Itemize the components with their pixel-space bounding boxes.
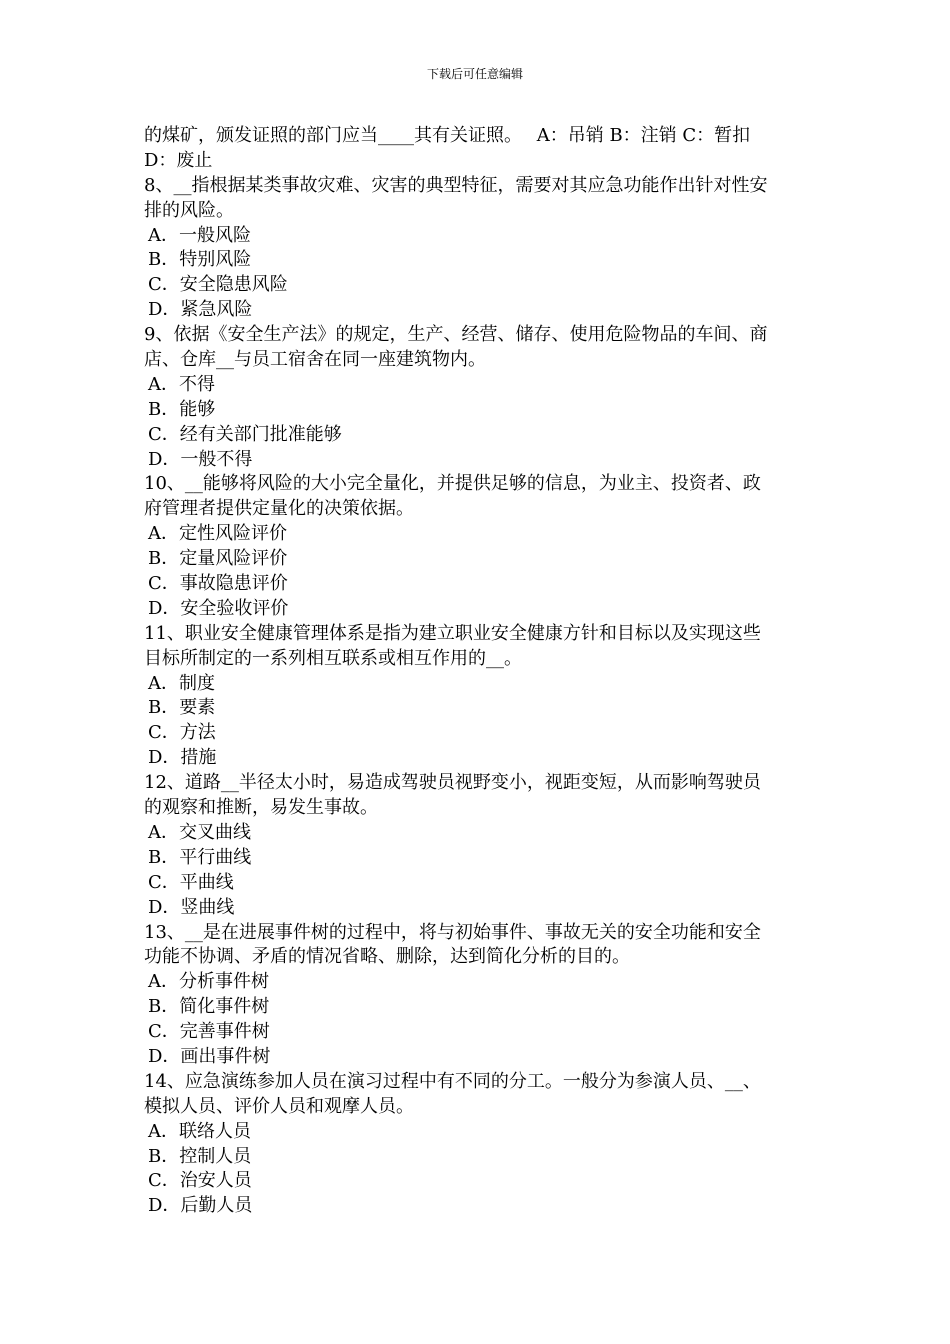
option-b: B．要素 [148, 697, 216, 719]
question-text: 14、应急演练参加人员在演习过程中有不同的分工。一般分为参演人员、__、 [144, 1070, 761, 1092]
question-text: 11、职业安全健康管理体系是指为建立职业安全健康方针和目标以及实现这些 [144, 622, 761, 644]
option-a: A．分析事件树 [148, 971, 269, 993]
question-12 [144, 771, 808, 920]
question-text: 的观察和推断，易发生事故。 [144, 797, 378, 819]
question-14 [144, 1070, 808, 1219]
option-d: D．一般不得 [148, 448, 253, 470]
option-c: C．安全隐患风险 [148, 274, 288, 296]
option-c: C．方法 [148, 722, 216, 744]
question-text: 店、仓库__与员工宿舍在同一座建筑物内。 [144, 349, 486, 371]
question-text: 8、__指根据某类事故灾难、灾害的典型特征，需要对其应急功能作出针对性安 [144, 174, 768, 196]
question-text: 10、__能够将风险的大小完全量化，并提供足够的信息，为业主、投资者、政 [144, 473, 761, 495]
question-9 [144, 323, 808, 472]
option-a: A．一般风险 [148, 224, 251, 246]
option-a: A．定性风险评价 [148, 523, 287, 545]
page-header: 下载后可任意编辑 [426, 67, 523, 81]
question-text: 12、道路__半径太小时，易造成驾驶员视野变小，视距变短，从而影响驾驶员 [144, 772, 761, 794]
option-b: B．定量风险评价 [148, 548, 288, 570]
document-body [144, 124, 808, 1219]
question-text: 目标所制定的一系列相互联系或相互作用的__。 [144, 647, 522, 669]
question-10 [144, 472, 808, 621]
option-d: D．安全验收评价 [148, 597, 289, 619]
option-d: D．画出事件树 [148, 1045, 271, 1067]
option-a: A．不得 [148, 373, 215, 395]
question-text: 模拟人员、评价人员和观摩人员。 [144, 1095, 414, 1117]
option-b: B．控制人员 [148, 1145, 252, 1167]
option-a: A．制度 [148, 672, 215, 694]
option-c: C．治安人员 [148, 1170, 252, 1192]
option-d: D．措施 [148, 747, 217, 769]
option-d: D．后勤人员 [148, 1195, 253, 1217]
option-c: C．经有关部门批准能够 [148, 423, 342, 445]
option-b: B．平行曲线 [148, 846, 252, 868]
option-b: B．能够 [148, 398, 216, 420]
question-text: 13、__是在进展事件树的过程中，将与初始事件、事故无关的安全功能和安全 [144, 921, 761, 943]
question-13 [144, 921, 808, 1070]
option-c: C．事故隐患评价 [148, 573, 288, 595]
question-11 [144, 622, 808, 771]
option-b: B．简化事件树 [148, 996, 270, 1018]
question-8 [144, 174, 808, 323]
option-b: B．特别风险 [148, 249, 252, 271]
question-text: 功能不协调、矛盾的情况省略、删除，达到简化分析的目的。 [144, 946, 630, 968]
option-c: C．完善事件树 [148, 1021, 270, 1043]
option-c: C．平曲线 [148, 871, 234, 893]
intro-line-2: D：废止 [144, 149, 213, 171]
intro-line-1: 的煤矿，颁发证照的部门应当____其有关证照。 A：吊销 B：注销 C：暂扣 [144, 125, 751, 146]
question-text: 府管理者提供定量化的决策依据。 [144, 498, 414, 520]
option-a: A．交叉曲线 [148, 821, 251, 843]
question-text: 排的风险。 [144, 199, 234, 221]
option-d: D．紧急风险 [148, 299, 253, 321]
option-d: D．竖曲线 [148, 896, 235, 918]
option-a: A．联络人员 [148, 1120, 251, 1142]
question-text: 9、依据《安全生产法》的规定，生产、经营、储存、使用危险物品的车间、商 [144, 324, 768, 346]
